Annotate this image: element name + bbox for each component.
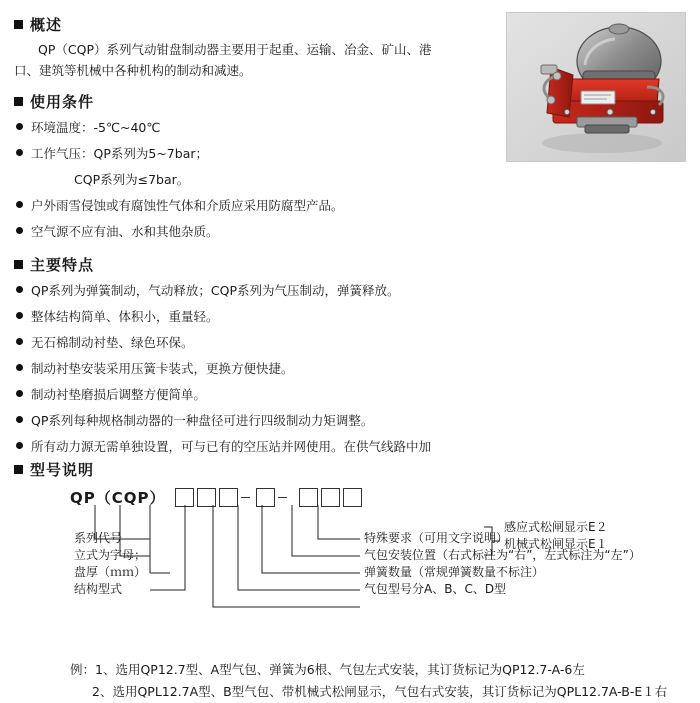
section-heading-features [14, 254, 484, 275]
overview-title: 概述 [30, 16, 63, 34]
legend-structure-type: 结构型式 [74, 582, 123, 596]
brake-illustration [507, 13, 685, 161]
bullet-dot-icon [16, 227, 23, 234]
bullet-dot-icon [16, 338, 23, 345]
list-item [14, 410, 654, 431]
feature-2: 整体结构简单、体积小，重量轻。 [31, 309, 219, 324]
legend-disc-thickness: 盘厚（ｍｍ） [74, 565, 147, 579]
legend-indicator-e1: 机械式松闸显示E１ [504, 537, 608, 551]
conditions-title: 使用条件 [30, 93, 95, 111]
bullet-dot-icon [16, 123, 23, 130]
bullet-dot-icon [16, 416, 23, 423]
feature-4: 制动衬垫安装采用压簧卡装式，更换方便快捷。 [31, 361, 294, 376]
condition-temperature: 环境温度：-5℃~40℃ [31, 120, 161, 135]
bullet-dot-icon [16, 201, 23, 208]
model-code-prefix: QP（CQP） [70, 489, 166, 507]
section-heading-overview [14, 14, 484, 35]
examples-section [0, 653, 700, 703]
legend-vertical-letter: 立式为字母； [74, 548, 147, 562]
bullet-square-icon [14, 97, 23, 106]
product-photo-image [507, 13, 685, 161]
condition-corrosion: 户外雨雪侵蚀或有腐蚀性气体和介质应采用防腐型产品。 [31, 198, 344, 213]
structure-title: 型号说明 [30, 461, 95, 479]
list-item [14, 358, 654, 379]
bullet-dot-icon [16, 312, 23, 319]
list-item [14, 195, 484, 216]
feature-5: 制动衬垫磨损后调整方便简单。 [31, 387, 207, 402]
list-item [14, 384, 654, 405]
legend-airbag-position: 气包安装位置（右式标注为“右”，左式标注为“左”） [364, 548, 641, 562]
bullet-dot-icon [16, 390, 23, 397]
feature-1: QP系列为弹簧制动，气动释放；CQP系列为气压制动，弹簧释放。 [31, 283, 400, 298]
section-heading-conditions [14, 91, 484, 112]
bullet-square-icon [14, 260, 23, 269]
features-title: 主要特点 [30, 256, 95, 274]
list-item [14, 143, 484, 164]
example-line-2: 2、选用QPL12.7A型、B型气包、带机械式松闸显示，气包右式安装，其订货标记为QPL12.7A-B-E１右 [92, 684, 668, 699]
list-item [14, 280, 654, 301]
bullet-dot-icon [16, 149, 23, 156]
legend-special-requirement: 特殊要求（可用文字说明） [364, 531, 509, 545]
example-line-1: 例：1、选用QP12.7型、A型气包、弹簧为6根、气包左式安装，其订货标记为QP12.7-A-6左 [70, 662, 585, 677]
list-item [14, 117, 484, 138]
left-column [14, 14, 484, 457]
list-item [14, 306, 654, 327]
model-code-section [0, 463, 700, 653]
bullet-dot-icon [16, 364, 23, 371]
condition-pressure-qp: 工作气压：QP系列为5~7bar； [31, 146, 208, 161]
list-item [14, 221, 484, 242]
bullet-dot-icon [16, 442, 23, 449]
legend-airbag-model: 气包型号分A、B、C、D型 [364, 582, 507, 596]
legend-indicator-e2: 感应式松闸显示E２ [504, 520, 608, 534]
feature-6: QP系列每种规格制动器的一种盘径可进行四级制动力矩调整。 [31, 413, 374, 428]
list-item [14, 436, 654, 457]
overview-paragraph-1: QP（CQP）系列气动钳盘制动器主要用于起重、运输、冶金、矿山、港 [38, 42, 432, 57]
feature-7: 所有动力源无需单独设置，可与已有的空压站并网使用。在供气线路中加 [31, 439, 432, 454]
list-item [14, 332, 654, 353]
bullet-square-icon [14, 20, 23, 29]
legend-series-code: 系列代号 [74, 531, 123, 545]
features-list [14, 280, 654, 457]
overview-paragraph-2: 口、建筑等机械中各种机构的制动和减速。 [14, 63, 252, 78]
product-photo [506, 12, 686, 162]
feature-3: 无石棉制动衬垫、绿色环保。 [31, 335, 194, 350]
condition-pressure-cqp: CQP系列为≤7bar。 [74, 172, 190, 187]
condition-air-quality: 空气源不应有油、水和其他杂质。 [31, 224, 219, 239]
legend-spring-quantity: 弹簧数量（常规弹簧数量不标注） [364, 565, 545, 579]
bullet-dot-icon [16, 286, 23, 293]
